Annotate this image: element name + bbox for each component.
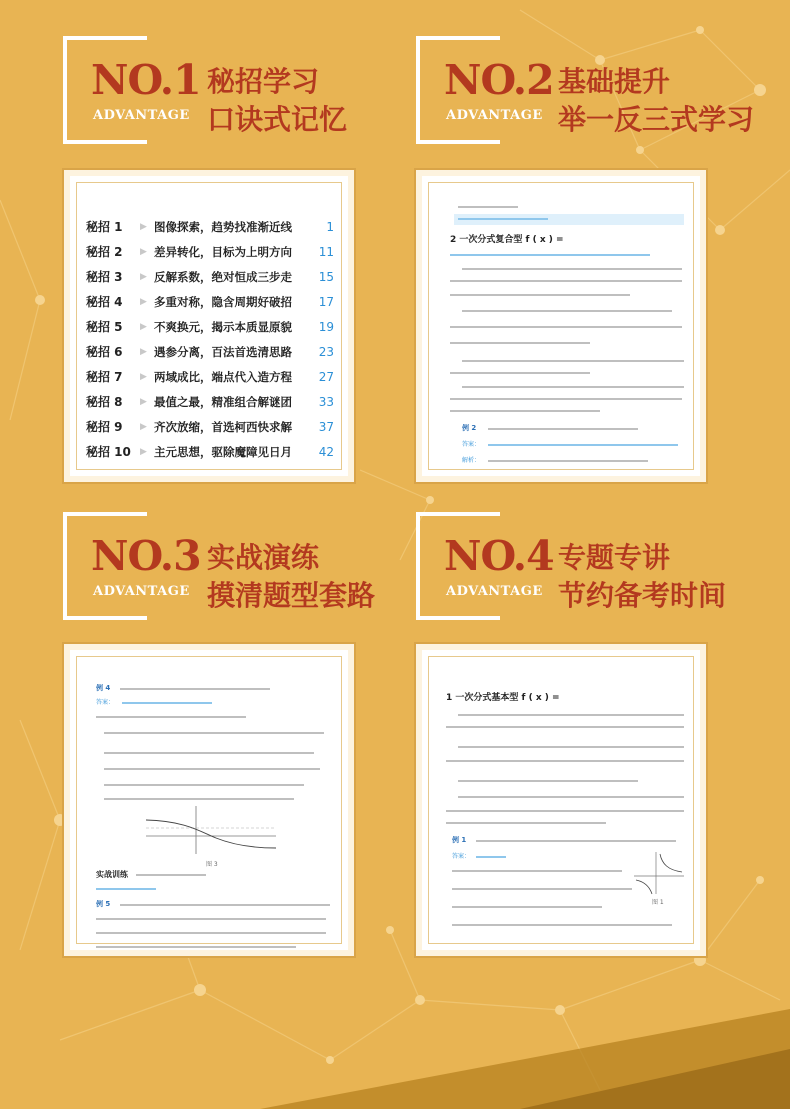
section-header-4 (416, 512, 746, 622)
section-number: NO.2 (444, 56, 554, 104)
toc-title: 差异转化，目标为上明方向 (154, 244, 292, 259)
toc-title: 主元思想，驱除魔障见日月 (154, 444, 292, 459)
section-title-line2: 举一反三式学习 (558, 103, 755, 136)
section-number: NO.4 (444, 532, 554, 580)
doc-panel-3 (64, 644, 354, 956)
toc-row (86, 289, 334, 314)
arrow-icon: ▶ (140, 321, 147, 332)
arrow-icon: ▶ (140, 396, 147, 407)
section-title-line2: 口诀式记忆 (207, 103, 348, 136)
arrow-icon: ▶ (140, 271, 147, 282)
toc-label: 秘招 9 (86, 420, 123, 434)
toc-title: 多重对称，隐含周期好破招 (154, 294, 292, 309)
section-number: NO.1 (91, 56, 201, 104)
toc-label: 秘招 1 (86, 220, 123, 234)
advantage-label: ADVANTAGE (93, 584, 190, 599)
toc-row (86, 339, 334, 364)
section-title-line1: 秘招学习 (207, 65, 320, 98)
section-header-2 (416, 36, 755, 146)
toc-page: 19 (318, 319, 334, 334)
figure-caption: 图 3 (206, 861, 218, 868)
arrow-icon: ▶ (140, 346, 147, 357)
section-title-line2: 摸清题型套路 (207, 579, 376, 612)
figure-caption: 图 1 (652, 899, 664, 906)
toc-label: 秘招 4 (86, 295, 123, 309)
doc-example: 例 1 (452, 836, 467, 844)
table-of-contents (86, 214, 334, 464)
doc-answer: 答案： (462, 441, 481, 448)
toc-row (86, 214, 334, 239)
toc-label: 秘招 10 (86, 445, 131, 459)
function-graph (634, 852, 684, 896)
toc-title: 不爽换元，揭示本质显原貌 (154, 319, 292, 334)
arrow-icon: ▶ (140, 296, 147, 307)
section-title-line1: 实战演练 (207, 541, 320, 574)
toc-title: 反解系数，绝对恒成三步走 (154, 269, 292, 284)
function-graph (146, 806, 276, 856)
toc-row (86, 414, 334, 439)
toc-label: 秘招 5 (86, 320, 123, 334)
toc-label: 秘招 2 (86, 245, 123, 259)
toc-page: 17 (318, 294, 334, 309)
toc-row (86, 264, 334, 289)
toc-title: 最值之最，精准组合解谜团 (154, 394, 292, 409)
doc-analysis: 解析： (462, 457, 481, 464)
doc-example: 例 2 (462, 424, 477, 432)
toc-label: 秘招 3 (86, 270, 123, 284)
section-title-line2: 节约备考时间 (558, 579, 727, 612)
toc-label: 秘招 7 (86, 370, 123, 384)
section-title-line1: 基础提升 (558, 65, 671, 98)
toc-row (86, 439, 334, 464)
doc-answer: 答案： (96, 699, 115, 706)
doc-panel-4 (416, 644, 706, 956)
toc-page: 11 (318, 244, 334, 259)
advantage-label: ADVANTAGE (93, 108, 190, 123)
advantage-label: ADVANTAGE (446, 108, 543, 123)
toc-title: 齐次放缩，首选柯西快求解 (154, 419, 292, 434)
bottom-shadow (0, 969, 790, 1109)
arrow-icon: ▶ (140, 421, 147, 432)
doc-answer: 答案： (452, 853, 471, 860)
section-header-1 (63, 36, 393, 146)
training-heading: 实战训练 (96, 870, 128, 879)
toc-row (86, 314, 334, 339)
toc-page: 15 (318, 269, 334, 284)
arrow-icon: ▶ (140, 371, 147, 382)
doc-panel-2 (416, 170, 706, 482)
toc-page: 33 (318, 394, 334, 409)
toc-page: 1 (326, 219, 334, 234)
doc-heading: 1 一次分式基本型 f ( x ) = (446, 693, 560, 703)
section-number: NO.3 (91, 532, 201, 580)
toc-row (86, 389, 334, 414)
toc-row (86, 364, 334, 389)
toc-label: 秘招 6 (86, 345, 123, 359)
doc-example-2: 例 5 (96, 900, 111, 908)
section-title-line1: 专题专讲 (558, 541, 671, 574)
section-header-3 (63, 512, 393, 622)
toc-page: 27 (318, 369, 334, 384)
toc-page: 23 (318, 344, 334, 359)
doc-heading: 2 一次分式复合型 f ( x ) = (450, 235, 564, 245)
toc-panel (64, 170, 354, 482)
advantage-label: ADVANTAGE (446, 584, 543, 599)
arrow-icon: ▶ (140, 446, 147, 457)
toc-label: 秘招 8 (86, 395, 123, 409)
doc-page-3 (76, 656, 342, 944)
arrow-icon: ▶ (140, 221, 147, 232)
arrow-icon: ▶ (140, 246, 147, 257)
toc-page: 42 (318, 444, 334, 459)
toc-title: 遇参分离，百法首选清思路 (154, 344, 292, 359)
toc-page: 37 (318, 419, 334, 434)
doc-page-2 (428, 182, 694, 470)
toc-row (86, 239, 334, 264)
doc-page-4 (428, 656, 694, 944)
toc-title: 图像探索，趋势找准渐近线 (154, 219, 292, 234)
toc-title: 两域成比，端点代入造方程 (154, 369, 292, 384)
doc-example: 例 4 (96, 684, 111, 692)
